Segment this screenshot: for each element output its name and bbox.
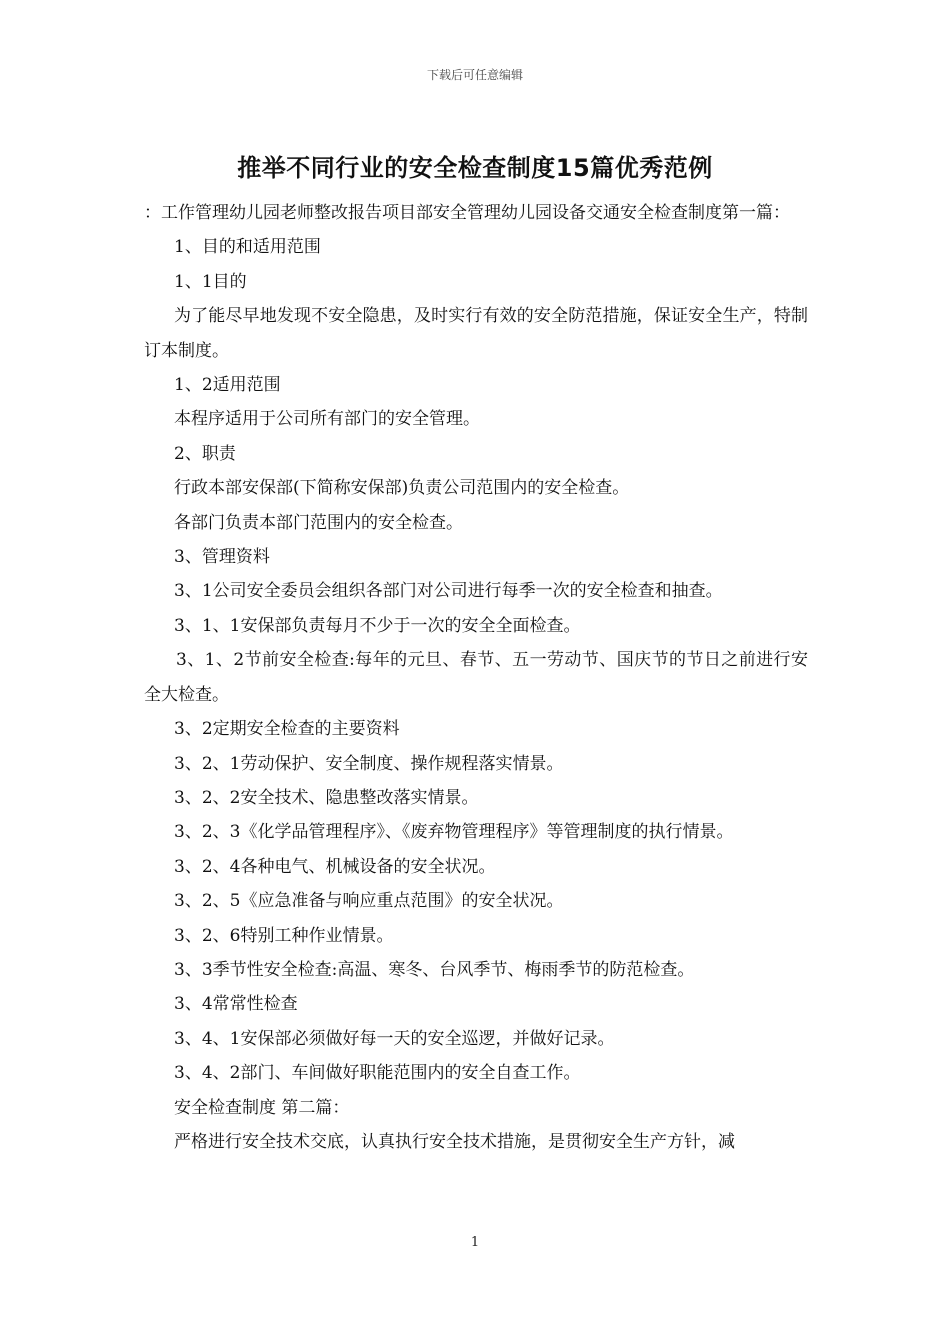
page-header-note: 下载后可任意编辑: [426, 68, 523, 82]
body-paragraph: 3、1、2节前安全检查:每年的元旦、春节、五一劳动节、国庆节的节日之前进行安全大检查。: [144, 650, 808, 705]
document-body: [144, 196, 808, 1159]
body-paragraph: 3、1、1安保部负责每月不少于一次的安全全面检查。: [174, 615, 581, 636]
body-paragraph: 3、2、2安全技术、隐患整改落实情景。: [174, 787, 479, 808]
body-paragraph: 1、目的和适用范围: [174, 237, 321, 258]
body-paragraph: 3、2、6特别工种作业情景。: [174, 925, 394, 946]
body-paragraph: 2、职责: [174, 443, 236, 464]
body-paragraph: 3、3季节性安全检查:高温、寒冬、台风季节、梅雨季节的防范检查。: [174, 959, 695, 980]
body-paragraph: 各部门负责本部门范围内的安全检查。: [174, 512, 463, 533]
body-paragraph: 1、1目的: [174, 271, 247, 292]
body-paragraph: 3、4常常性检查: [174, 994, 298, 1015]
body-paragraph: 3、1公司安全委员会组织各部门对公司进行每季一次的安全检查和抽查。: [174, 581, 723, 602]
body-paragraph: 3、2、4各种电气、机械设备的安全状况。: [174, 856, 496, 877]
body-paragraph: 行政本部安保部(下简称安保部)负责公司范围内的安全检查。: [174, 478, 630, 499]
page-number: 1: [470, 1235, 480, 1250]
body-paragraph: 为了能尽早地发现不安全隐患，及时实行有效的安全防范措施，保证安全生产，特制订本制度。: [144, 306, 808, 361]
body-paragraph: 3、2、1劳动保护、安全制度、操作规程落实情景。: [174, 753, 564, 774]
body-paragraph: 3、4、1安保部必须做好每一天的安全巡逻，并做好记录。: [174, 1028, 615, 1049]
body-paragraph: 1、2适用范围: [174, 375, 281, 396]
body-paragraph: 3、2定期安全检查的主要资料: [174, 719, 400, 740]
body-paragraph: 3、2、3《化学品管理程序》、《废弃物管理程序》等管理制度的执行情景。: [174, 822, 734, 843]
body-paragraph: ：工作管理幼儿园老师整改报告项目部安全管理幼儿园设备交通安全检查制度第一篇：: [144, 203, 790, 223]
body-paragraph: 3、4、2部门、车间做好职能范围内的安全自查工作。: [174, 1063, 581, 1084]
body-paragraph: 本程序适用于公司所有部门的安全管理。: [174, 409, 480, 430]
body-paragraph: 3、2、5《应急准备与响应重点范围》的安全状况。: [174, 891, 564, 912]
body-paragraph: 3、管理资料: [174, 547, 270, 568]
body-paragraph: 严格进行安全技术交底，认真执行安全技术措施，是贯彻安全生产方针，减: [174, 1131, 735, 1152]
document-title: 推举不同行业的安全检查制度15篇优秀范例: [237, 154, 713, 182]
body-paragraph: 安全检查制度 第二篇：: [174, 1097, 350, 1118]
